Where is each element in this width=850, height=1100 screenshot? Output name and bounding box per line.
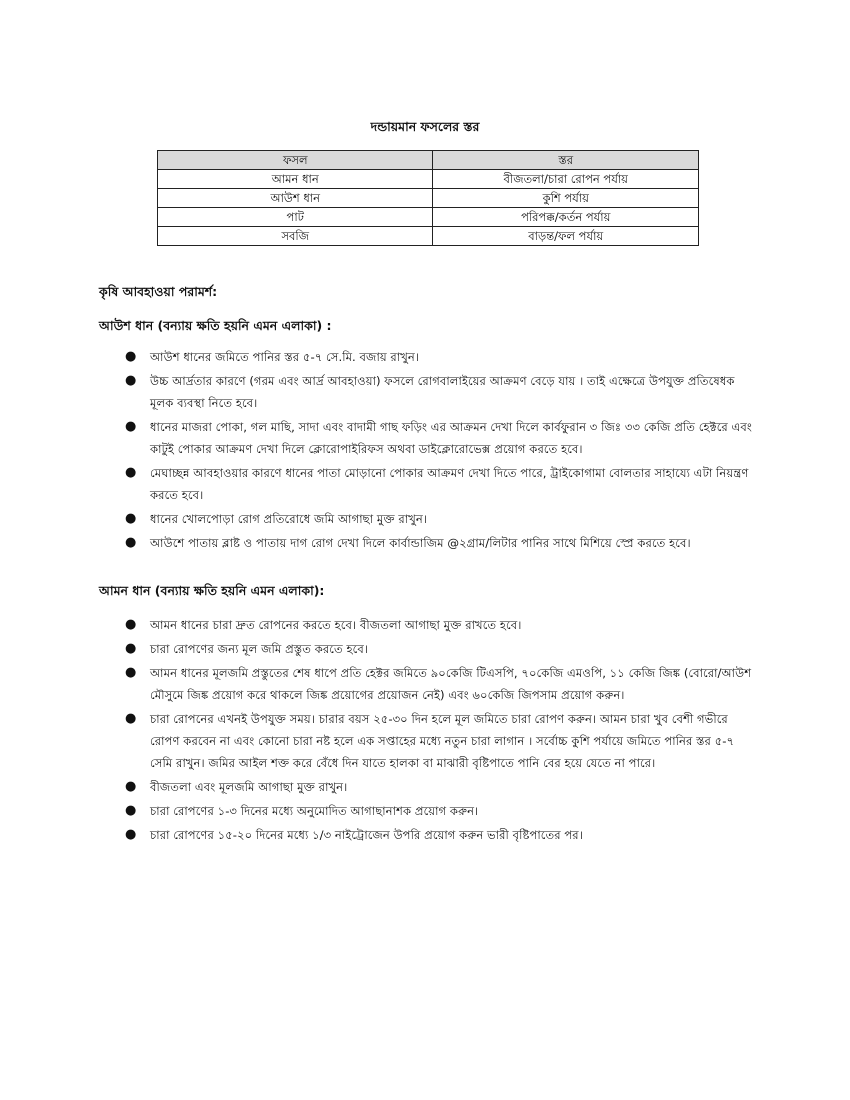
table-row: [158, 170, 699, 189]
table-header-row: [158, 151, 699, 170]
list-item: [99, 614, 754, 636]
bullet-icon: ●: [125, 827, 137, 842]
list-item-text: চারা রোপণের ১৫-২০ দিনের মধ্যে ১/৩ নাইট্রোজেন উপরি প্রয়োগ করুন ভারী বৃষ্টিপাতের পর।: [150, 828, 583, 842]
list-item-text: বীজতলা এবং মূলজমি আগাছা মুক্ত রাখুন।: [150, 780, 348, 794]
list-item: [99, 508, 754, 530]
list-item-text: চারা রোপণের ১-৩ দিনের মধ্যে অনুমোদিত আগাছানাশক প্রয়োগ করুন।: [150, 804, 479, 818]
bullet-icon: ●: [125, 535, 137, 550]
list-item-text: আউশে পাতায় ব্লাষ্ট ও পাতায় দাগ রোগ দেখা দিলে কার্বান্ডাজিম @২গ্রাম/লিটার পানির সাথে মিশিয়ে স্প্রে করতে হবে।: [150, 536, 691, 550]
list-item-text: আউশ ধানের জমিতে পানির স্তর ৫-৭ সে.মি. বজায় রাখুন।: [150, 350, 420, 364]
table-row: [158, 227, 699, 246]
crop-stage-table: [157, 150, 699, 246]
table-cell-crop: আউশ ধান: [158, 189, 433, 208]
page-title: দন্ডায়মান ফসলের স্তর: [370, 119, 480, 134]
bullet-icon: ●: [125, 779, 137, 794]
list-item-text: ধানের মাজরা পোকা, গল মাছি, সাদা এবং বাদামী গাছ ফড়িং এর আক্রমন দেখা দিলে কার্বফুরান ৩ জিঃ ৩৩ কেজি প্রতি হেক্টরে এবং কাটুই পোকার আক্রমণ দেখা দিলে ক্লোরোপাইরিফস অথবা ডাইক্লোরোভেক্স প্রয়োগ করতে হবে।: [150, 420, 752, 456]
list-item-text: উচ্চ আর্দ্রতার কারণে (গরম এবং আর্দ্র আবহাওয়া) ফসলে রোগবালাইয়ের আক্রমণ বেড়ে যায় । তাই এক্ষেত্রে উপযুক্ত প্রতিষেধক মূলক ব্যবস্থা নিতে হবে।: [150, 374, 735, 410]
list-item-text: আমন ধানের মূলজমি প্রস্তুতের শেষ ধাপে প্রতি হেক্টর জমিতে ৯০কেজি টিএসপি, ৭০কেজি এমওপি, ১১ কেজি জিঙ্ক (বোরো/আউশ মৌসুমে জিঙ্ক প্রয়োগ করে থাকলে জিঙ্ক প্রয়োগের প্রয়োজন নেই) এবং ৬০কেজি জিপসাম প্রয়োগ করুন।: [150, 666, 752, 702]
table-row: [158, 208, 699, 227]
bullet-icon: ●: [125, 373, 137, 388]
table-row: [158, 189, 699, 208]
list-item: [99, 346, 754, 368]
bullet-icon: ●: [125, 511, 137, 526]
list-item-text: চারা রোপনের এখনই উপযুক্ত সময়। চারার বয়স ২৫-৩০ দিন হলে মূল জমিতে চারা রোপণ করুন। আমন চারা খুব বেশী গভীরে রোপণ করবেন না এবং কোনো চারা নষ্ট হলে এক সপ্তাহের মধ্যে নতুন চারা লাগান । সর্বোচ্চ কুশি পর্যায়ে জমিতে পানির স্তর ৫-৭ সেমি রাখুন। জমির আইল শক্ত করে বেঁধে দিন যাতে হালকা বা মাঝারী বৃষ্টিপাতে পানি বের হয়ে যেতে না পারে।: [150, 712, 735, 770]
table-cell-stage: কুশি পর্যায়: [433, 189, 699, 208]
list-item: [99, 370, 754, 414]
list-item: [99, 662, 754, 706]
list-item: [99, 638, 754, 660]
table-cell-crop: পাট: [158, 208, 433, 227]
list-item-text: আমন ধানের চারা দ্রুত রোপনের করতে হবে। বীজতলা আগাছা মুক্ত রাখতে হবে।: [150, 618, 522, 632]
list-item: [99, 824, 754, 846]
list-item: [99, 416, 754, 460]
list-item-text: চারা রোপণের জন্য মূল জমি প্রস্তুত করতে হবে।: [150, 642, 369, 656]
table-header-crop: ফসল: [158, 151, 433, 170]
bullet-icon: ●: [125, 641, 137, 656]
aus-advice-list: [99, 346, 754, 556]
bullet-icon: ●: [125, 349, 137, 364]
table-cell-stage: বাড়ন্ত/ফল পর্যায়: [433, 227, 699, 246]
list-item-text: মেঘাচ্ছন্ন আবহাওয়ার কারণে ধানের পাতা মোড়ানো পোকার আক্রমণ দেখা দিতে পারে, ট্রাইকোগামা বোলতার সাহায্যে এটা নিয়ন্ত্রণ করতে হবে।: [150, 466, 749, 502]
list-item: [99, 708, 754, 774]
table-cell-stage: বীজতলা/চারা রোপন পর্যায়: [433, 170, 699, 189]
table-cell-crop: আমন ধান: [158, 170, 433, 189]
table-cell-crop: সবজি: [158, 227, 433, 246]
advisory-heading: কৃষি আবহাওয়া পরামর্শ:: [99, 284, 218, 299]
list-item: [99, 462, 754, 506]
table-header-stage: স্তর: [433, 151, 699, 170]
list-item: [99, 776, 754, 798]
aman-advice-list: [99, 614, 754, 848]
bullet-icon: ●: [125, 465, 137, 480]
bullet-icon: ●: [125, 419, 137, 434]
table-cell-stage: পরিপক্ক/কর্তন পর্যায়: [433, 208, 699, 227]
list-item-text: ধানের খোলপোড়া রোগ প্রতিরোধে জমি আগাছা মুক্ত রাখুন।: [150, 512, 428, 526]
bullet-icon: ●: [125, 711, 137, 726]
list-item: [99, 800, 754, 822]
bullet-icon: ●: [125, 665, 137, 680]
list-item: [99, 532, 754, 554]
bullet-icon: ●: [125, 617, 137, 632]
aman-section-heading: আমন ধান (বন্যায় ক্ষতি হয়নি এমন এলাকা):: [99, 583, 325, 598]
bullet-icon: ●: [125, 803, 137, 818]
aus-section-heading: আউশ ধান (বন্যায় ক্ষতি হয়নি এমন এলাকা) :: [99, 318, 332, 333]
